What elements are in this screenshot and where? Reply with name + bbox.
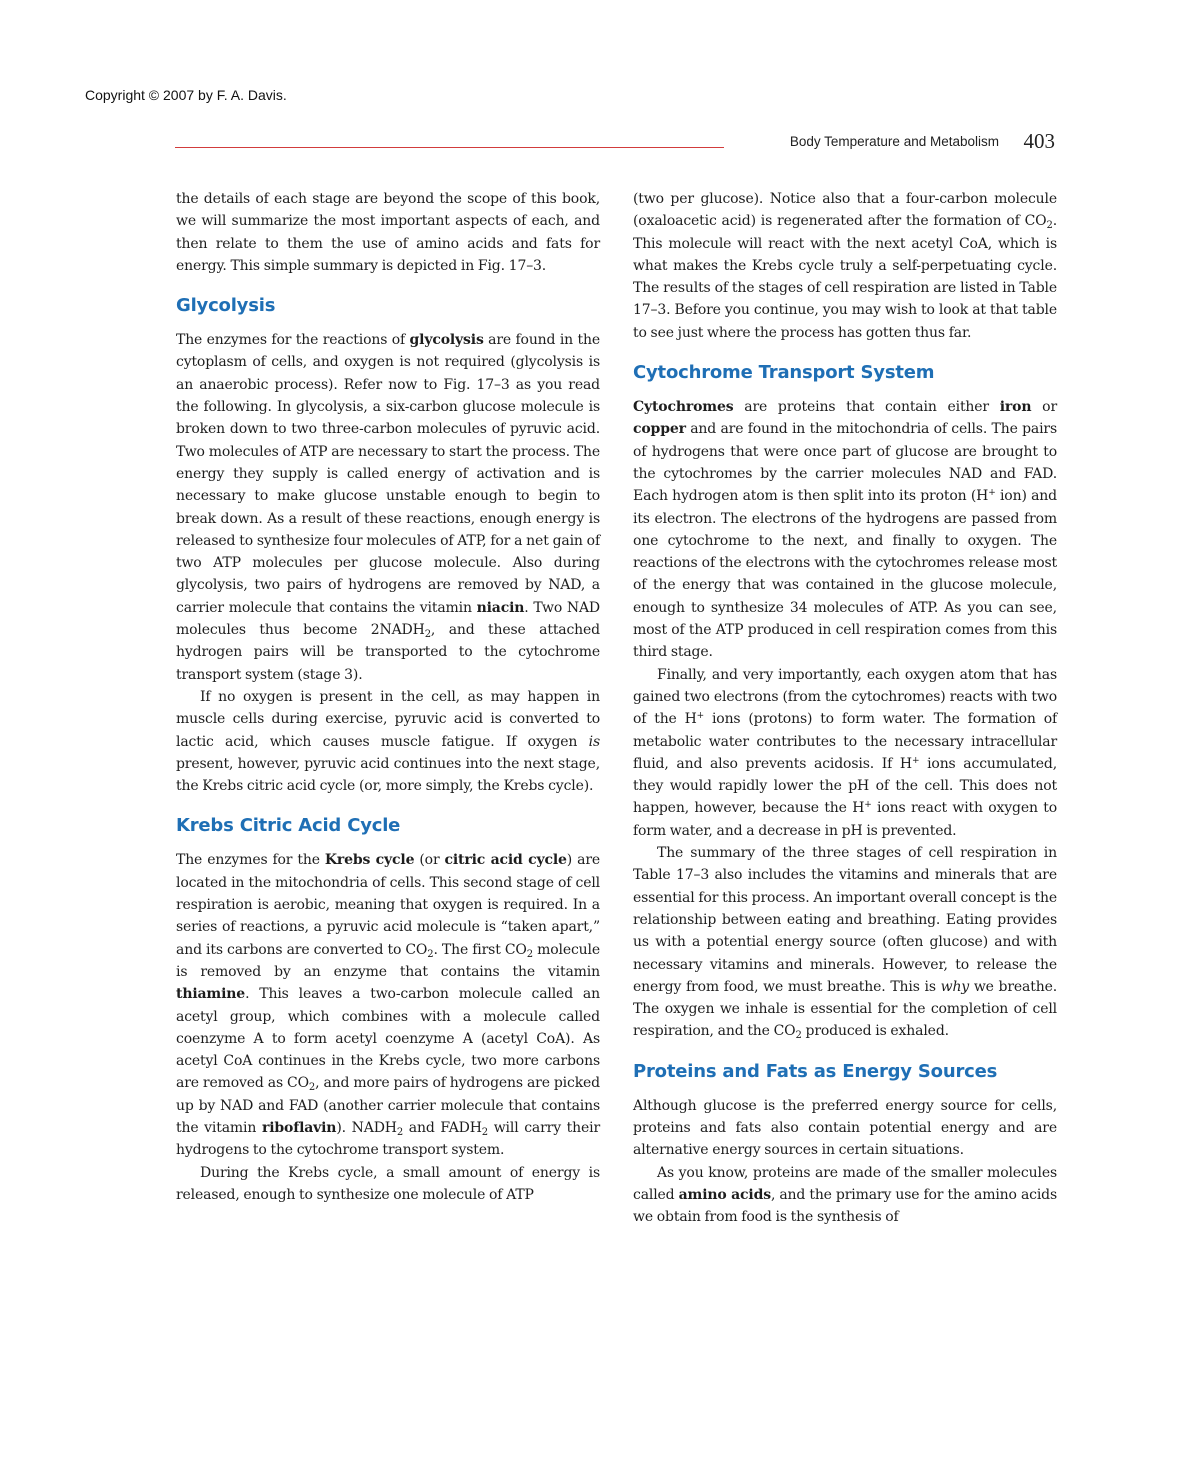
glycolysis-paragraph: The enzymes for the reactions of glycolysis are found in the cytoplasm of cells, and oxygen is not required (glycolysis is an anaerobic process). Refer now to Fig. 17–3 as you read the following. In glycolysis, a six-carbon glucose molecule is broken down to two three-carbon molecules of pyruvic acid. Two molecules of ATP are necessary to start the process. The energy they supply is called energy of activation and is necessary to make glucose unstable enough to begin to break down. As a result of these reactions, enough energy is released to synthesize four molecules of ATP, for a net gain of two ATP molecules per glucose molecule. Also during glycolysis, two pairs of hydrogens are removed by NAD, a carrier molecule that contains the vitamin niacin. Two NAD molecules thus become $2NADH_2$, and these attached hydrogen pairs will be transported to the cytochrome transport system (stage 3). <box>176 332 600 683</box>
running-title: Body Temperature and Metabolism <box>789 134 999 149</box>
heading-cytochrome-transport: Cytochrome Transport System <box>633 362 935 384</box>
copyright-notice: Copyright © 2007 by F. A. Davis. <box>85 87 287 103</box>
krebs-continued-paragraph: (two per glucose). Notice also that a four-carbon molecule (oxaloacetic acid) is regenerated after the formation of $CO_2$. This molecule will react with the next acetyl CoA, which is what makes the Krebs cycle truly a self-perpetuating cycle. The results of the stages of cell respiration are listed in Table 17–3. Before you continue, you may wish to look at that table to see just where the process has gotten thus far. <box>633 191 1057 341</box>
running-header <box>175 131 1055 155</box>
krebs-energy-paragraph: During the Krebs cycle, a small amount of energy is released, enough to synthesize one molecule of ATP <box>176 1164 600 1203</box>
metabolic-water-paragraph: Finally, and very importantly, each oxygen atom that has gained two electrons (from the cytochromes) reacts with two of the H+ ions (protons) to form water. The formation of metabolic water contributes to the necessary intracellular fluid, and also prevents acidosis. If H+ ions accumulated, they would rapidly lower the pH of the cell. This does not happen, however, because the H+ ions react with oxygen to form water, and a decrease in pH is prevented. <box>633 666 1058 839</box>
left-column <box>176 188 600 1206</box>
header-rule <box>175 147 724 148</box>
proteins-intro-paragraph: Although glucose is the preferred energy source for cells, proteins and fats also contain potential energy and are alternative energy sources in certain situations. <box>633 1097 1057 1159</box>
right-column <box>633 188 1057 1228</box>
summary-paragraph: The summary of the three stages of cell respiration in Table 17–3 also includes the vitamins and minerals that are essential for this process. An important overall concept is the relationship between eating and breathing. Eating provides us with a potential energy source (often glucose) and with necessary vitamins and minerals. However, to release the energy from food, we must breathe. This is why we breathe. The oxygen we inhale is essential for the completion of cell respiration, and the $CO_2$ produced is exhaled. <box>633 845 1057 1042</box>
heading-glycolysis: Glycolysis <box>176 295 276 317</box>
heading-krebs-cycle: Krebs Citric Acid Cycle <box>176 815 401 837</box>
amino-acids-paragraph: As you know, proteins are made of the smaller molecules called amino acids, and the primary use for the amino acids we obtain from food is the synthesis of <box>633 1164 1057 1226</box>
page-number: 403 <box>1023 129 1055 153</box>
krebs-paragraph: The enzymes for the Krebs cycle (or citric acid cycle) are located in the mitochondria of cells. This second stage of cell respiration is aerobic, meaning that oxygen is required. In a series of reactions, a pyruvic acid molecule is “taken apart,” and its carbons are converted to $CO_2$. The first $CO_2$ molecule is removed by an enzyme that contains the vitamin thiamine. This leaves a two-carbon molecule called an acetyl group, which combines with a molecule called coenzyme A to form acetyl coenzyme A (acetyl CoA). As acetyl CoA continues in the Krebs cycle, two more carbons are removed as $CO_2$, and more pairs of hydrogens are picked up by NAD and FAD (another carrier molecule that contains the vitamin riboflavin). $NADH_2$ and $FADH_2$ will carry their hydrogens to the cytochrome transport system. <box>176 852 601 1159</box>
anaerobic-paragraph: If no oxygen is present in the cell, as may happen in muscle cells during exercise, pyruvic acid is converted to lactic acid, which causes muscle fatigue. If oxygen is present, however, pyruvic acid continues into the next stage, the Krebs citric acid cycle (or, more simply, the Krebs cycle). <box>176 688 600 795</box>
intro-paragraph: the details of each stage are beyond the scope of this book, we will summarize the most important aspects of each, and then relate to them the use of amino acids and fats for energy. This simple summary is depicted in Fig. 17–3. <box>176 191 600 274</box>
cytochrome-paragraph: Cytochromes are proteins that contain either iron or copper and are found in the mitochondria of cells. The pairs of hydrogens that were once part of glucose are brought to the cytochromes by the carrier molecules NAD and FAD. Each hydrogen atom is then split into its proton (H+ ion) and its electron. The electrons of the hydrogens are passed from one cytochrome to the next, and finally to oxygen. The reactions of the electrons with the cytochromes release most of the energy that was contained in the glucose molecule, enough to synthesize 34 molecules of ATP. As you can see, most of the ATP produced in cell respiration comes from this third stage. <box>633 399 1057 661</box>
heading-proteins-fats: Proteins and Fats as Energy Sources <box>633 1060 998 1082</box>
